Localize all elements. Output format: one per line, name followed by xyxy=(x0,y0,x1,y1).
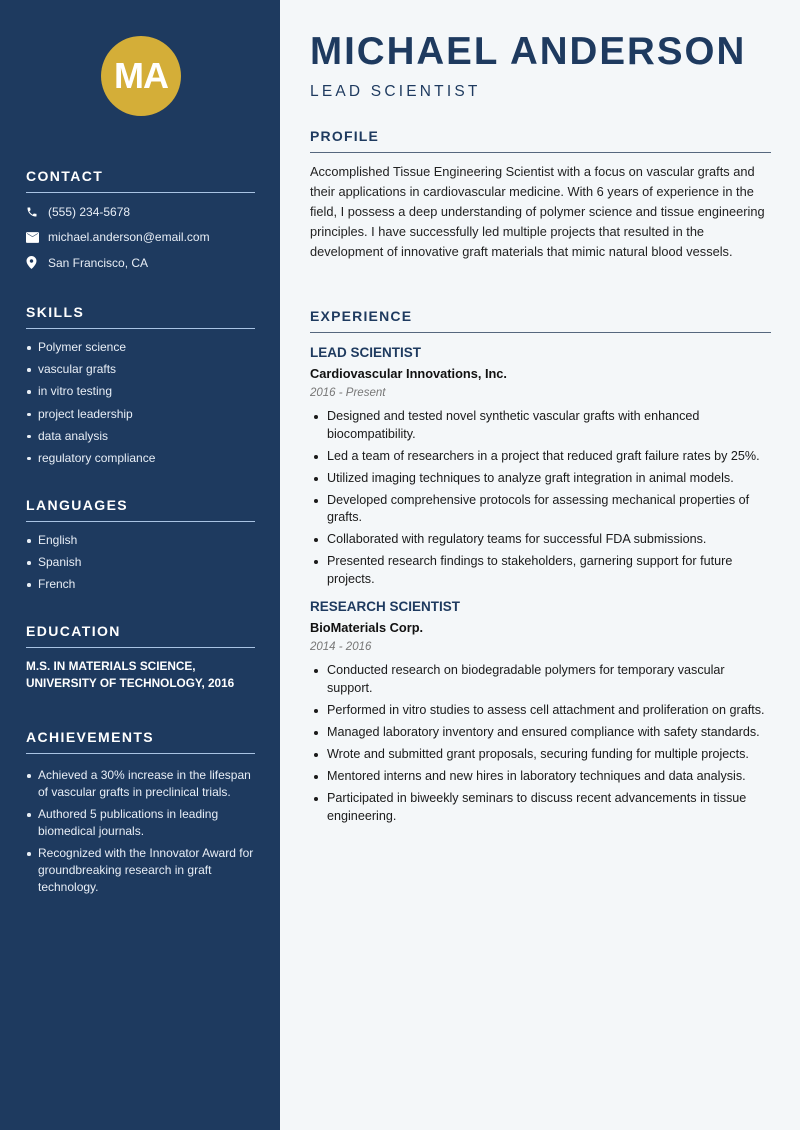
avatar xyxy=(101,36,181,116)
contact-phone xyxy=(26,199,255,225)
location-text: San Francisco, CA xyxy=(48,255,149,270)
job-company: Cardiovascular Innovations, Inc. xyxy=(310,366,507,381)
skill-item: regulatory compliance xyxy=(26,450,255,467)
languages-list xyxy=(26,532,255,593)
contact-heading: CONTACT xyxy=(26,168,255,193)
candidate-name: MICHAEL ANDERSON xyxy=(310,30,747,73)
skill-item: data analysis xyxy=(26,428,255,445)
achievements-section xyxy=(26,729,255,902)
job-entry xyxy=(310,345,771,588)
contact-location xyxy=(26,250,255,276)
job-bullet: Presented research findings to stakeholders, garnering support for future projects. xyxy=(310,553,771,588)
job-company: BioMaterials Corp. xyxy=(310,620,424,636)
avatar-initials: MA xyxy=(114,55,168,96)
skills-heading: SKILLS xyxy=(26,304,255,329)
education-heading: EDUCATION xyxy=(26,623,255,648)
job-entry xyxy=(310,599,771,825)
languages-heading: LANGUAGES xyxy=(26,497,255,522)
languages-section xyxy=(26,497,255,599)
achievement-item: Achieved a 30% increase in the lifespan of vascular grafts in preclinical trials. xyxy=(26,767,255,801)
job-bullet: Utilized imaging techniques to analyze graft integration in animal models. xyxy=(310,470,771,488)
job-bullets xyxy=(310,662,771,825)
education-entry xyxy=(26,658,255,692)
education-school: UNIVERSITY OF TECHNOLOGY, 2016 xyxy=(26,676,235,690)
candidate-title: LEAD SCIENTIST xyxy=(310,83,481,100)
job-bullets xyxy=(310,408,771,588)
job-dates: 2014 - 2016 xyxy=(310,641,372,654)
language-item: French xyxy=(26,576,255,593)
job-title: LEAD SCIENTIST xyxy=(310,345,422,360)
skill-item: project leadership xyxy=(26,406,255,423)
language-item: English xyxy=(26,532,255,549)
email-icon xyxy=(26,232,48,243)
job-bullet: Wrote and submitted grant proposals, securing funding for multiple projects. xyxy=(310,746,771,764)
sidebar xyxy=(0,0,280,1130)
contact-email xyxy=(26,225,255,251)
skill-item: in vitro testing xyxy=(26,383,255,400)
job-bullet: Designed and tested novel synthetic vascular grafts with enhanced biocompatibility. xyxy=(310,408,771,443)
achievement-item: Recognized with the Innovator Award for groundbreaking research in graft technology. xyxy=(26,845,255,896)
profile-section xyxy=(310,128,771,262)
job-bullet: Developed comprehensive protocols for assessing mechanical properties of grafts. xyxy=(310,492,771,527)
phone-text: (555) 234-5678 xyxy=(48,204,131,219)
education-section xyxy=(26,623,255,692)
job-bullet: Led a team of researchers in a project that reduced graft failure rates by 25%. xyxy=(310,448,771,466)
job-bullet: Conducted research on biodegradable polymers for temporary vascular support. xyxy=(310,662,771,697)
phone-icon xyxy=(26,206,48,218)
experience-section xyxy=(310,308,771,830)
location-pin-icon xyxy=(26,256,48,269)
achievements-heading: ACHIEVEMENTS xyxy=(26,729,255,754)
skill-item: Polymer science xyxy=(26,339,255,356)
profile-text: Accomplished Tissue Engineering Scientist with a focus on vascular grafts and their applications in cardiovascular medicine. With 6 years of experience in the field, I possess a deep understanding of polymer science and tissue engineering principles. I have successfully led multiple projects that resulted in the development of innovative graft materials that mimic natural blood vessels. xyxy=(310,164,765,259)
job-bullet: Mentored interns and new hires in laboratory techniques and data analysis. xyxy=(310,768,771,786)
job-bullet: Performed in vitro studies to assess cell attachment and proliferation on grafts. xyxy=(310,702,771,720)
job-dates: 2016 - Present xyxy=(310,387,386,399)
profile-heading: PROFILE xyxy=(310,128,771,153)
skills-section xyxy=(26,304,255,472)
achievements-list xyxy=(26,767,255,896)
language-item: Spanish xyxy=(26,554,255,571)
job-title: RESEARCH SCIENTIST xyxy=(310,599,461,615)
contact-section xyxy=(26,168,255,276)
job-bullet: Managed laboratory inventory and ensured compliance with safety standards. xyxy=(310,724,771,742)
achievement-item: Authored 5 publications in leading biomedical journals. xyxy=(26,806,255,840)
skills-list xyxy=(26,339,255,467)
job-bullet: Collaborated with regulatory teams for successful FDA submissions. xyxy=(310,531,771,549)
job-bullet: Participated in biweekly seminars to discuss recent advancements in tissue engineering. xyxy=(310,790,771,825)
education-degree: M.S. IN MATERIALS SCIENCE, xyxy=(26,659,196,673)
email-text: michael.anderson@email.com xyxy=(48,230,210,245)
experience-heading: EXPERIENCE xyxy=(310,308,771,333)
skill-item: vascular grafts xyxy=(26,361,255,378)
